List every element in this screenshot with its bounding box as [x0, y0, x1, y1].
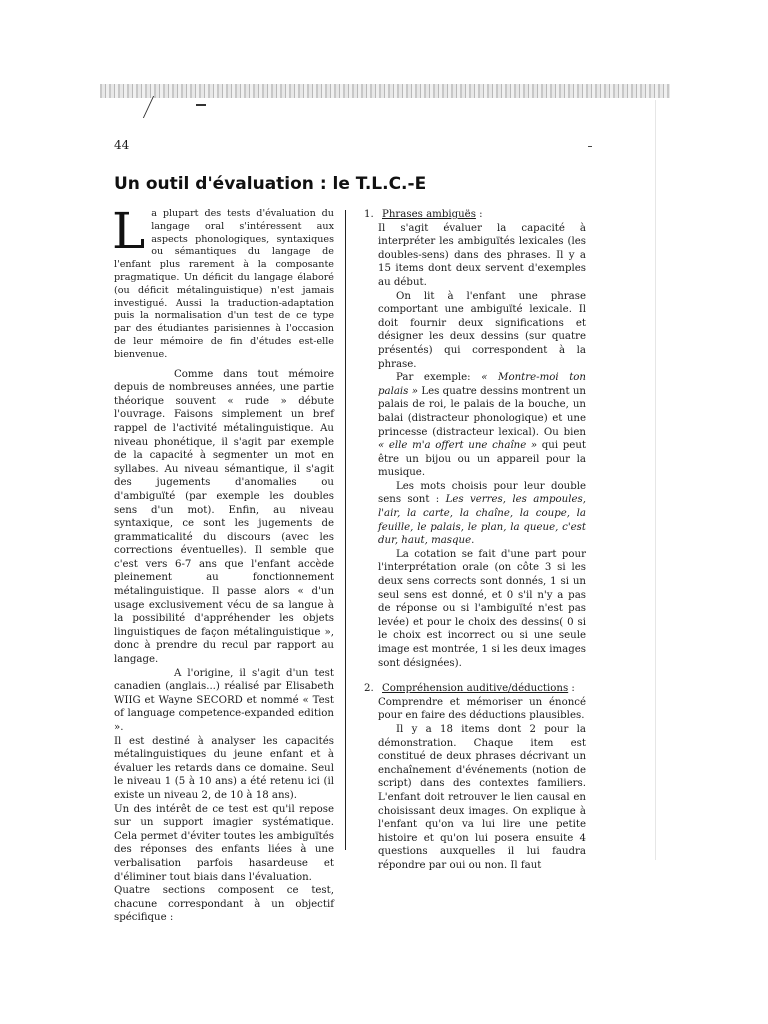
article-title: Un outil d'évaluation : le T.L.C.-E: [114, 174, 427, 194]
scan-noise-band: [100, 84, 670, 98]
intro-block: [112, 202, 334, 362]
section-paragraph: On lit à l'enfant une phrase comportant une ambiguïté lexicale. Il doit fournir deux significations et désigner les deux dessins (sur quatre présentés) qui correspondent à la phrase.: [378, 290, 586, 370]
body-paragraph: Un des intérêt de ce test est qu'il repose sur un support imagier systématique. Cela permet d'éviter toutes les ambiguïtés des réponses des enfants liées à une verbalisation parfois hasardeuse et d'éliminer tout biais dans l'évaluation.: [114, 803, 334, 883]
section-title-suffix: :: [475, 209, 483, 220]
page-number: 44: [114, 138, 130, 152]
section-body: [364, 696, 586, 873]
left-column: [112, 202, 334, 925]
section-heading: [364, 682, 586, 696]
section-title: Phrases ambiguës: [382, 209, 476, 220]
section-body: [364, 222, 586, 671]
column-divider: [345, 210, 346, 850]
section-paragraph: La cotation se fait d'une part pour l'interprétation orale (on côte 3 si les deux sens corrects sont donnés, 1 si un seul sens est donné, et 0 s'il n'y a pas de réponse ou si l'ambiguïté n'est pas levée) et pour le choix des dessins( 0 si le choix est incorrect ou si une seule image est montrée, 1 si les deux images sont désignées).: [378, 548, 586, 669]
body-paragraph: Il est destiné à analyser les capacités métalinguistiques du jeune enfant et à évaluer les retards dans ce domaine. Seul le niveau 1 (5 à 10 ans) a été retenu ici (il existe un niveau 2, de 10 à 18 ans).: [114, 735, 334, 801]
drop-cap: L: [112, 202, 146, 260]
section-number: 2.: [364, 683, 374, 695]
stray-mark: [588, 146, 592, 147]
section-title-suffix: :: [568, 683, 575, 695]
body-paragraph: A l'origine, il s'agit d'un test canadien (anglais...) réalisé par Elisabeth WIIG et Wayne SECORD et nommé « Test of language competence-expanded edition ».: [114, 667, 334, 733]
pen-mark: [143, 96, 172, 118]
section-heading: [364, 208, 586, 222]
section-paragraph: Il s'agit évaluer la capacité à interpréter les ambiguïtés lexicales (les doubles-sens) dans des phrases. Il y a 15 items dont deux servent d'exemples au début.: [378, 222, 586, 288]
body-paragraph: Quatre sections composent ce test, chacune correspondant à un objectif spécifique :: [114, 885, 334, 924]
page-edge-line: [655, 100, 656, 860]
section-paragraph: Il y a 18 items dont 2 pour la démonstration. Chaque item est constitué de deux phrases décrivant un enchaînement d'événements (notion de script) dans des contextes familiers. L'enfant doit retrouver le lien causal en choisissant deux images. On explique à l'enfant qu'on va lui lire une petite histoire et qu'on lui posera ensuite 4 questions auxquelles il lui faudra répondre par oui ou non. Il faut: [378, 723, 586, 871]
section-paragraph: Les mots choisis pour leur double sens sont : Les verres, les ampoules, l'air, la carte, la chaîne, la coupe, la feuille, le palais, le plan, la queue, c'est dur, haut, masque.: [378, 480, 586, 547]
section-paragraph: Comprendre et mémoriser un énoncé pour en faire des déductions plausibles.: [378, 696, 586, 722]
section-title: Compréhension auditive/déductions: [382, 683, 569, 695]
pen-dash: [196, 104, 206, 106]
intro-paragraph: a plupart des tests d'évaluation du langage oral s'intéressent aux aspects phonologiques, syntaxiques ou sémantiques du langage de l'enfant plus rarement à la composante pragmatique. Un déficit du langage élaboré (ou déficit métalinguistique) n'est jamais investigué. Aussi la traduction-adaptation puis la normalisation d'un test de ce type par des étudiantes parisiennes à l'occasion de leur mémoire de fin d'études est-elle bienvenue.: [114, 208, 334, 360]
section-paragraph: Par exemple: « Montre-moi ton palais » Les quatre dessins montrent un palais de roi, le palais de la bouche, un balai (distracteur phonologique) et une princesse (distracteur lexical). Ou bien « elle m'a offert une chaîne » qui peut être un bijou ou un appareil pour la musique.: [378, 372, 586, 479]
section-number: 1.: [364, 209, 374, 220]
right-column: [364, 208, 586, 873]
body-paragraph: Comme dans tout mémoire depuis de nombreuses années, une partie théorique souvent « rude » débute l'ouvrage. Faisons simplement un bref rappel de l'activité métalinguistique. Au niveau phonétique, il s'agit par exemple de la capacité à segmenter un mot en syllabes. Au niveau sémantique, il s'agit des jugements d'anomalies ou d'ambiguïté (par exemple les doubles sens d'un mot). Enfin, au niveau syntaxique, ce sont les jugements de grammaticalité du discours (avec les corrections éventuelles). Il semble que c'est vers 6-7 ans que l'enfant accède pleinement au fonctionnement métalinguistique. Il passe alors « d'un usage exclusivement vécu de sa langue à la possibilité d'appréhender les objets linguistiques de façon métalinguistique », donc à prendre du recul par rapport au langage.: [114, 368, 334, 666]
